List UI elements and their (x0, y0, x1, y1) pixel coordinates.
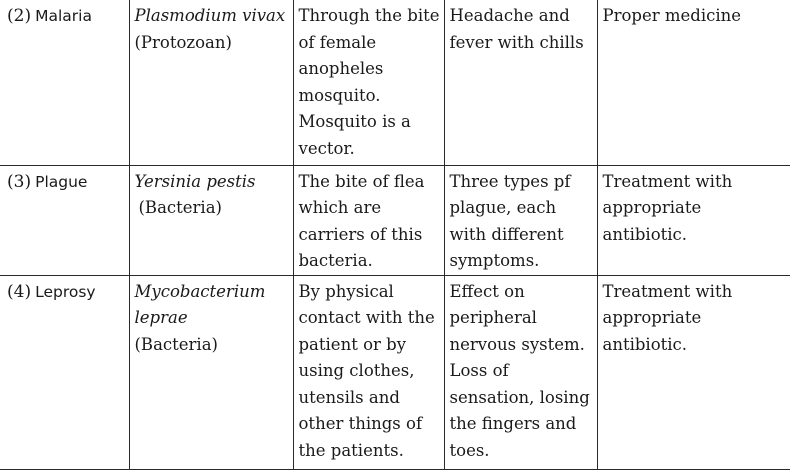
symptoms-text: Effect on peripheral nervous system. Loss of sensation, losing the fingers and toes. (449, 281, 590, 460)
symptoms-text: Headache and fever with chills (449, 6, 584, 52)
table-row (0, 275, 790, 469)
organism-name: Mycobacterium leprae (134, 281, 266, 327)
disease-name: Plague (35, 172, 88, 191)
transmission-text: By physical contact with the patient or by using clothes, utensils and other things of the patients. (298, 281, 435, 460)
symptoms-text: Three types pf plague, each with different symptoms. (449, 171, 571, 270)
disease-name: Malaria (35, 7, 92, 25)
organism-name: Yersinia pestis (134, 171, 256, 191)
treatment-text: Treatment with appropriate antibiotic. (602, 171, 733, 244)
transmission-text: Through the bite of female anopheles mosquito. Mosquito is a vector. (298, 6, 440, 158)
disease-cell (0, 275, 129, 469)
treatment-cell (597, 165, 790, 275)
organism-type: (Bacteria) (134, 334, 218, 354)
organism-cell (129, 0, 293, 165)
organism-type: (Bacteria) (138, 198, 222, 217)
symptoms-cell (444, 0, 597, 165)
row-number: (3) (7, 171, 32, 192)
table-row (0, 0, 790, 165)
disease-cell (0, 0, 129, 165)
organism-cell (129, 275, 293, 469)
transmission-text: The bite of flea which are carriers of this bacteria. (298, 171, 425, 270)
row-number: (4) (7, 281, 32, 302)
table-row (0, 165, 790, 275)
organism-name: Plasmodium vivax (134, 6, 286, 25)
symptoms-cell (444, 165, 597, 275)
treatment-cell (597, 275, 790, 469)
row-number: (2) (7, 6, 32, 26)
transmission-cell (293, 275, 444, 469)
organism-type: (Protozoan) (134, 32, 232, 52)
transmission-cell (293, 165, 444, 275)
disease-cell (0, 165, 129, 275)
transmission-cell (293, 0, 444, 165)
treatment-text: Proper medicine (602, 6, 742, 25)
treatment-text: Treatment with appropriate antibiotic. (602, 281, 733, 354)
treatment-cell (597, 0, 790, 165)
organism-cell (129, 165, 293, 275)
disease-name: Leprosy (35, 282, 96, 301)
symptoms-cell (444, 275, 597, 469)
